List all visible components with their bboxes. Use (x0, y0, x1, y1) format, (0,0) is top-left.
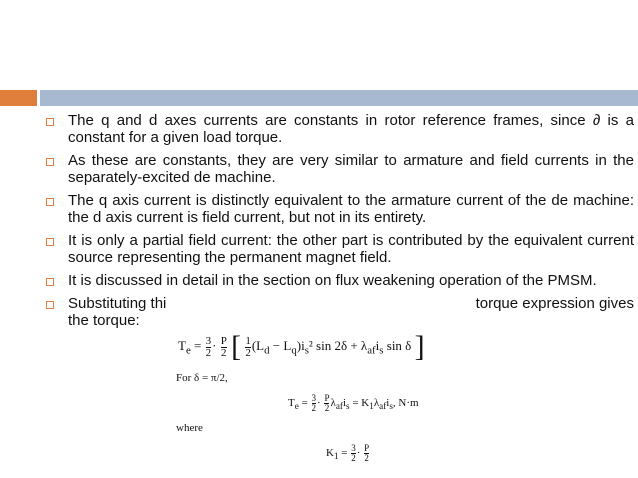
bullet-text-left: Substituting thi (68, 295, 167, 312)
eq2-sub: s (346, 401, 350, 412)
eq1-sub: s (379, 344, 384, 357)
where-label: where (176, 422, 203, 434)
bullet-item (46, 152, 634, 186)
square-bullet-icon (46, 278, 54, 286)
frac-num: 3 (205, 334, 212, 347)
eq1-sub: d (264, 344, 270, 357)
eq1-term: − L (269, 337, 292, 353)
accent-block (0, 90, 37, 106)
frac-den: 2 (311, 403, 317, 413)
eq3-lhs: K (326, 447, 334, 460)
frac-p-halves (221, 336, 227, 359)
eq1-term: )i (296, 337, 305, 353)
eq2-term: i (386, 397, 390, 410)
header-bar (40, 90, 638, 106)
bullet-list (46, 112, 634, 335)
eq3-equals: = (338, 447, 351, 460)
eq2-sub: s (389, 401, 393, 412)
bullet-text: As these are constants, they are very similar to armature and field currents in the separately-excited de machine. (68, 152, 634, 186)
bullet-text-split (68, 295, 634, 329)
eq2-term: i (342, 397, 346, 410)
frac-three-halves (312, 394, 317, 413)
eq2-sub: e (294, 401, 299, 412)
eq2-term: λ (330, 397, 336, 410)
frac-num: P (220, 334, 227, 347)
torque-equation: $T_e$ = $\frac{3}{2}$ · $\frac{P}{2}$ [ $\frac{1}{2}$ $(L_d - L_q)i_s^2$ $\sin 2\delta + \lambda_{af}i_s$ sin δ ] (178, 330, 425, 363)
square-bullet-icon (46, 198, 54, 206)
eq2-term: λ (373, 397, 380, 410)
eq3-sub: 1 (333, 451, 339, 462)
eq2-equals: = (298, 397, 311, 410)
condition-label: For δ = π/2, (176, 372, 228, 384)
equation-image (170, 328, 442, 473)
eq1-lhs-sub: e (185, 344, 191, 357)
eq1-term: i (375, 337, 380, 353)
eq1-term: (L (251, 337, 265, 353)
eq2-sub: af (335, 401, 343, 412)
simplified-torque-equation: $T_e$ = $\frac{3}{2}$ · $\frac{P}{2}$ $\lambda_{af}i_s = K_1\lambda_{af}i_s$, N·m (288, 393, 419, 413)
frac-three-halves (206, 336, 212, 359)
frac-den: 2 (364, 453, 369, 463)
eq1-term: ² sin 2δ + λ (308, 337, 368, 353)
square-bullet-icon (46, 301, 54, 309)
frac-num: 3 (311, 393, 317, 403)
eq2-term: , N·m (392, 397, 419, 410)
bullet-item (46, 295, 634, 329)
frac-den: 2 (205, 346, 212, 359)
frac-num: P (364, 443, 370, 453)
square-bullet-icon (46, 238, 54, 246)
eq2-lhs: T (288, 397, 295, 410)
left-bracket: [ (231, 330, 242, 363)
square-bullet-icon (46, 118, 54, 126)
bullet-text: It is only a partial field current: the other part is contributed by the equivalent current source representing the permanent magnet field. (68, 232, 634, 266)
frac-three-halves (351, 444, 356, 463)
right-bracket: ] (414, 330, 425, 363)
bullet-text: The q axis current is distinctly equivalent to the armature current of the de machine: the d axis current is field current, but not in its entirety. (68, 192, 634, 226)
bullet-text: The q and d axes currents are constants in rotor reference frames, since ∂ is a constant for a given load torque. (68, 112, 634, 146)
frac-den: 2 (324, 403, 330, 413)
frac-den: 2 (221, 346, 227, 359)
eq1-sub: af (367, 344, 376, 357)
frac-den: 2 (351, 453, 356, 463)
bullet-item (46, 272, 634, 289)
constant-equation: $K_1$ = $\frac{3}{2}$ · $\frac{P}{2}$ (326, 443, 370, 463)
frac-p-halves (324, 394, 329, 413)
frac-p-halves (364, 444, 369, 463)
frac-num: 3 (351, 443, 356, 453)
bullet-text-bottom: the torque: (68, 312, 140, 329)
bullet-item (46, 192, 634, 226)
eq1-sub: s (304, 344, 309, 357)
eq1-term: sin δ (383, 337, 412, 353)
eq1-lhs: T (178, 337, 186, 353)
frac-num: 1 (245, 334, 251, 347)
bullet-item (46, 232, 634, 266)
bullet-item (46, 112, 634, 146)
square-bullet-icon (46, 158, 54, 166)
bullet-text: It is discussed in detail in the section on flux weakening operation of the PMSM. (68, 272, 597, 289)
bullet-text-right: torque expression gives (475, 295, 634, 312)
eq1-sub: q (291, 344, 297, 357)
eq2-sub: 1 (369, 401, 374, 412)
eq2-term: = K (349, 397, 370, 410)
frac-den: 2 (245, 346, 251, 359)
eq2-sub: af (379, 401, 387, 412)
frac-num: P (324, 393, 330, 403)
frac-one-half (245, 336, 251, 359)
